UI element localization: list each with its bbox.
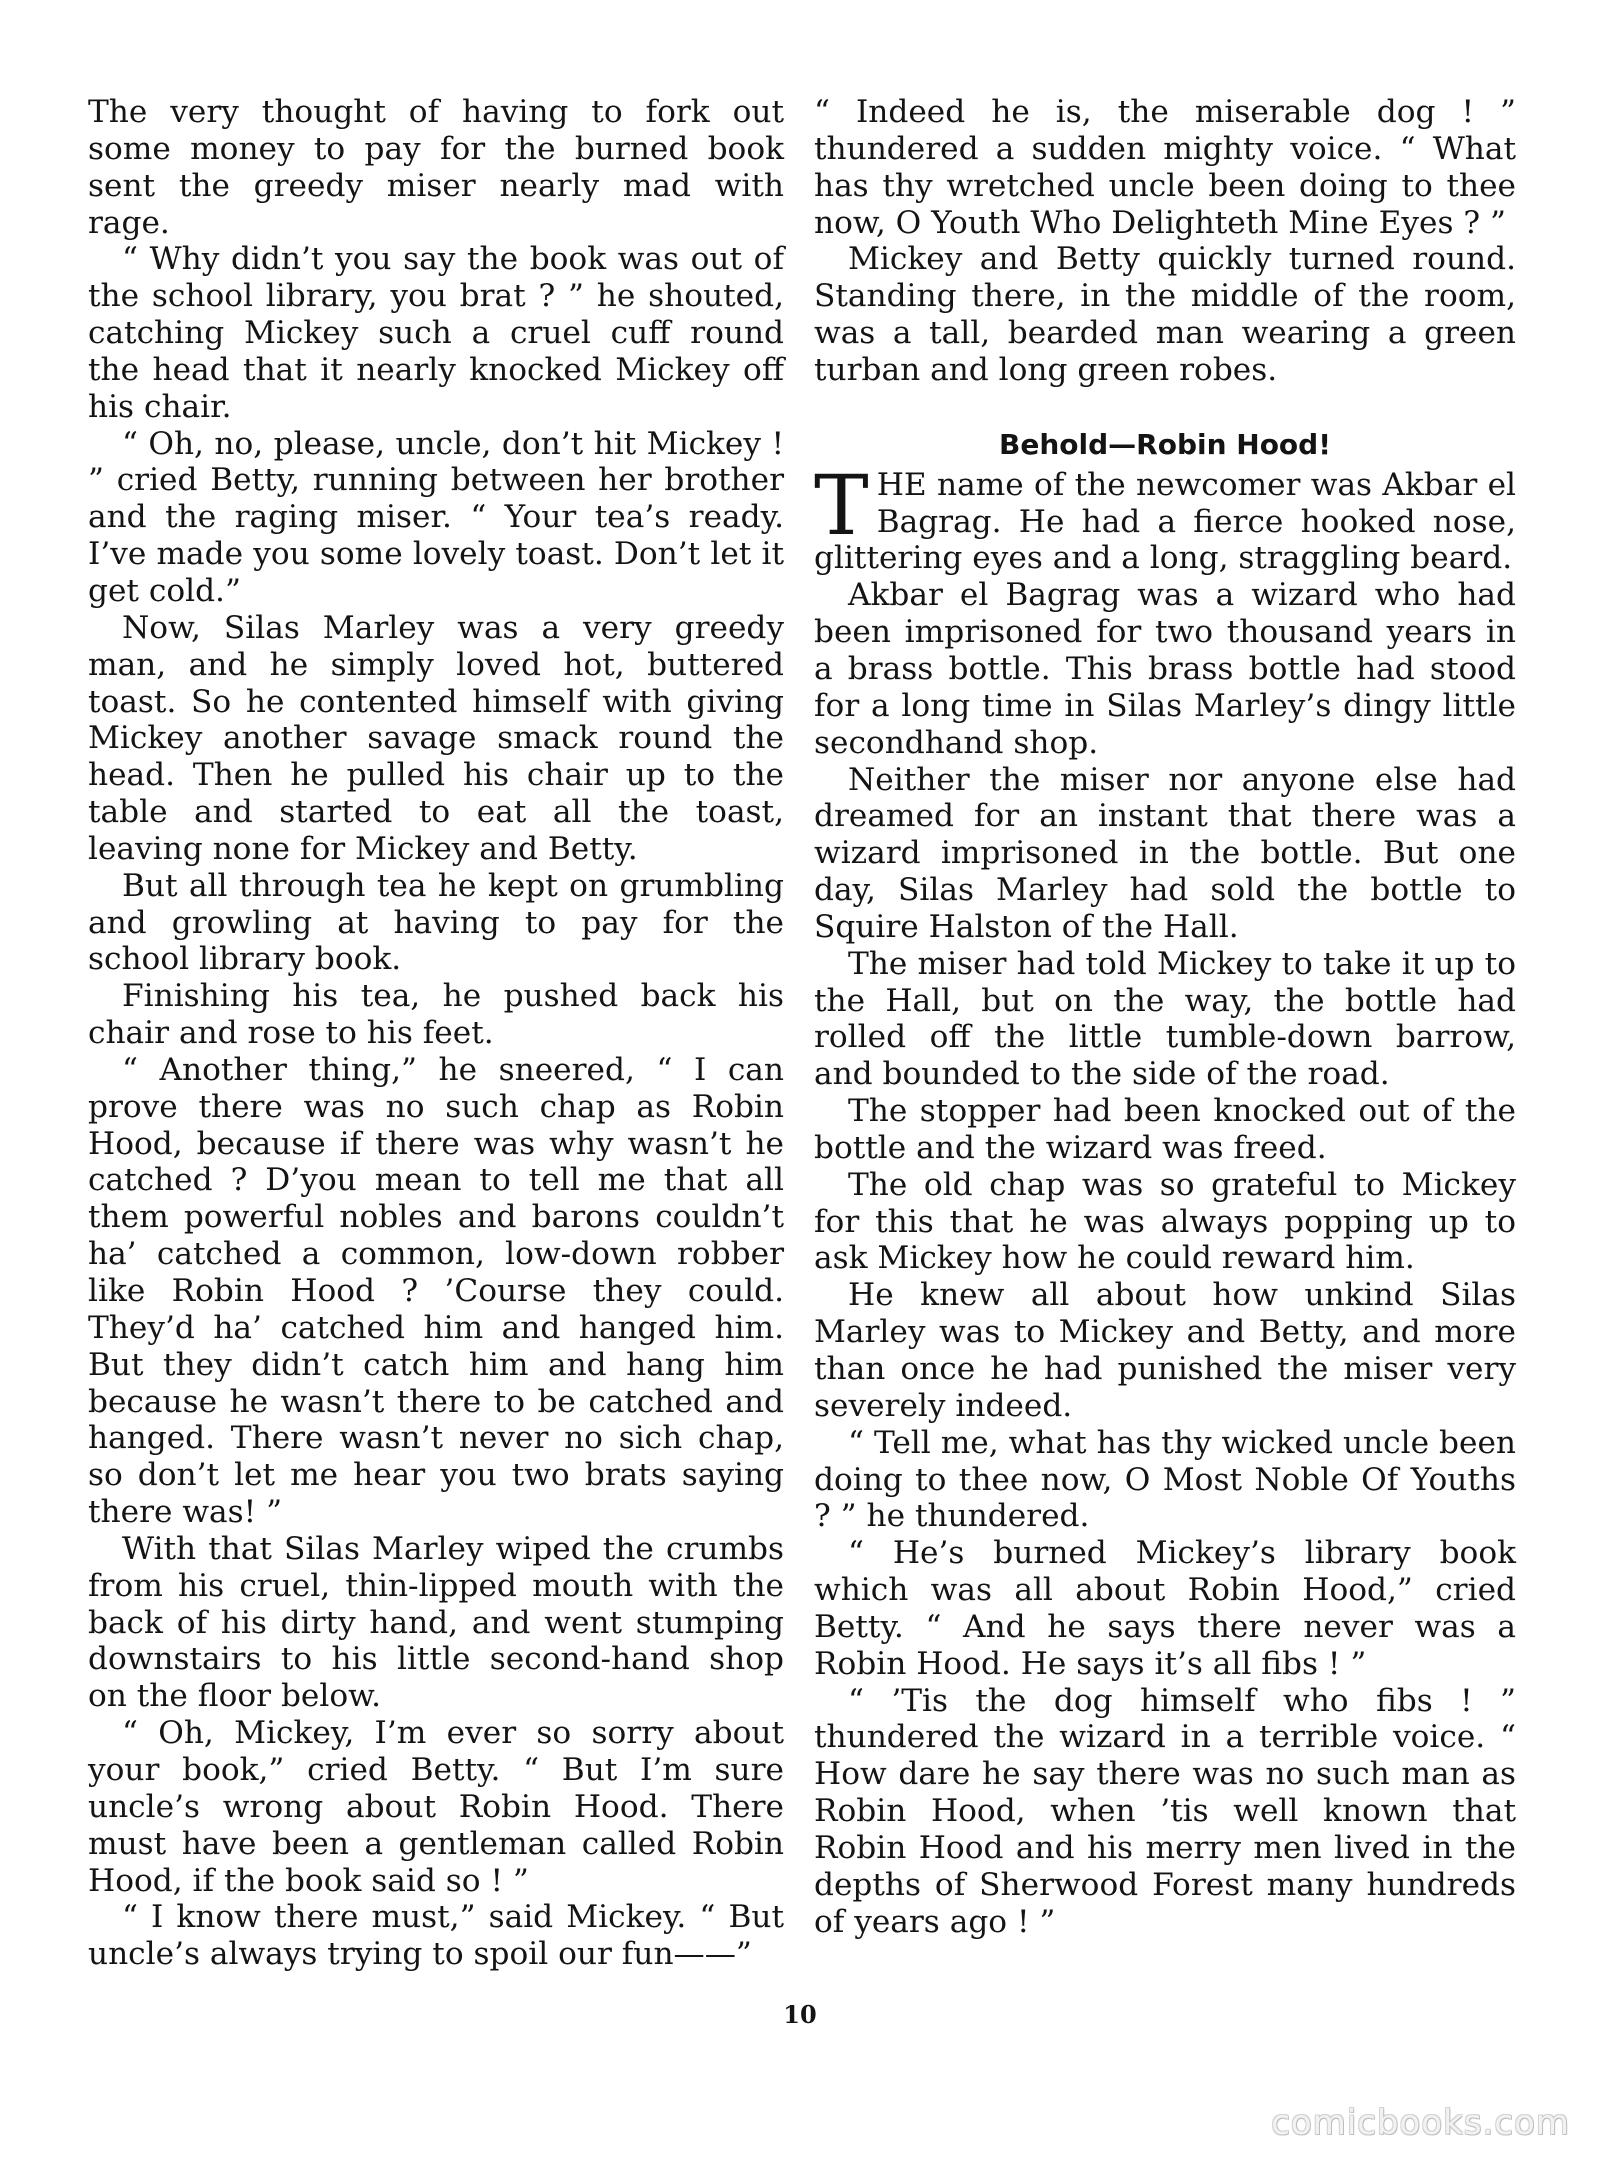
paragraph: Neither the miser nor anyone else had dreamed for an instant that there was a wizard imprisoned in the bottle. But one day, Silas Marley had sold the bottle to Squire Halston of the Hall.: [814, 761, 1516, 945]
paragraph: “ Oh, Mickey, I’m ever so sorry about your book,” cried Betty. “ But I’m sure uncle’s wrong about Robin Hood. There must have been a gentleman called Robin Hood, if the book said so ! ”: [88, 1715, 784, 1899]
paragraph: The old chap was so grateful to Mickey for this that he was always popping up to ask Mickey how he could reward him.: [814, 1166, 1516, 1277]
watermark: comicbooks.com: [1271, 2103, 1570, 2143]
paragraph: “ He’s burned Mickey’s library book which was all about Robin Hood,” cried Betty. “ And he says there never was a Robin Hood. He says it’s all fibs ! ”: [814, 1535, 1516, 1682]
paragraph: With that Silas Marley wiped the crumbs from his cruel, thin-lipped mouth with the back of his dirty hand, and went stumping downstairs to his little second-hand shop on the floor below.: [88, 1530, 784, 1715]
paragraph: “ Oh, no, please, uncle, don’t hit Mickey ! ” cried Betty, running between her brother and the raging miser. “ Your tea’s ready. I’ve made you some lovely toast. Don’t let it get cold.”: [88, 425, 784, 609]
left-column: [88, 94, 784, 1973]
paragraph: “ I know there must,” said Mickey. “ But uncle’s always trying to spoil our fun——”: [88, 1899, 784, 1973]
paragraph: Akbar el Bagrag was a wizard who had been imprisoned for two thousand years in a brass bottle. This brass bottle had stood for a long time in Silas Marley’s dingy little secondhand shop.: [814, 577, 1516, 761]
section-heading: Behold—Robin Hood!: [999, 427, 1331, 461]
paragraph: But all through tea he kept on grumbling and growling at having to pay for the school library book.: [88, 867, 784, 978]
paragraph: The miser had told Mickey to take it up to the Hall, but on the way, the bottle had rolled off the little tumble-down barrow, and bounded to the side of the road.: [814, 945, 1516, 1093]
paragraph: Finishing his tea, he pushed back his chair and rose to his feet.: [88, 978, 784, 1052]
right-column: [814, 94, 1516, 1941]
paragraph: “ Why didn’t you say the book was out of the school library, you brat ? ” he shouted, catching Mickey such a cruel cuff round the head that it nearly knocked Mickey off his chair.: [88, 241, 784, 425]
paragraph: “ Tell me, what has thy wicked uncle been doing to thee now, O Most Noble Of Youths ? ” he thundered.: [814, 1424, 1516, 1535]
paragraph: Now, Silas Marley was a very greedy man, and he simply loved hot, buttered toast. So he contented himself with giving Mickey another savage smack round the head. Then he pulled his chair up to the table and started to eat all the toast, leaving none for Mickey and Betty.: [88, 609, 784, 867]
page-number: 10: [783, 2000, 817, 2029]
paragraph: The stopper had been knocked out of the bottle and the wizard was freed.: [814, 1093, 1516, 1166]
dropcap-paragraph: [814, 458, 1516, 578]
paragraph: “ Another thing,” he sneered, “ I can prove there was no such chap as Robin Hood, because if there was why wasn’t he catched ? D’you mean to tell me that all them powerful nobles and barons couldn’t ha’ catched a common, low-down robber like Robin Hood ? ’Course they could. They’d ha’ catched him and hanged him. But they didn’t catch him and hang him because he wasn’t there to be catched and hanged. There wasn’t never no sich chap, so don’t let me hear you two brats saying there was! ”: [88, 1051, 784, 1531]
paragraph: He knew all about how unkind Silas Marley was to Mickey and Betty, and more than once he had punished the miser very severely indeed.: [814, 1277, 1516, 1424]
paragraph: The very thought of having to fork out some money to pay for the burned book sent the greedy miser nearly mad with rage.: [88, 94, 784, 241]
paragraph: Mickey and Betty quickly turned round. Standing there, in the middle of the room, was a tall, bearded man wearing a green turban and long green robes.: [814, 241, 1516, 388]
paragraph: “ Indeed he is, the miserable dog ! ” thundered a sudden mighty voice. “ What has thy wretched uncle been doing to thee now, O Youth Who Delighteth Mine Eyes ? ”: [814, 94, 1516, 241]
dropcap-paragraph-text: HE name of the newcomer was Akbar el Bagrag. He had a fierce hooked nose, glittering eyes and a long, straggling beard.: [814, 466, 1516, 577]
dropcap-letter: T: [814, 458, 869, 554]
paragraph: “ ’Tis the dog himself who fibs ! ” thundered the wizard in a terrible voice. “ How dare he say there was no such man as Robin Hood, when ’tis well known that Robin Hood and his merry men lived in the depths of Sherwood Forest many hundreds of years ago ! ”: [814, 1682, 1516, 1940]
